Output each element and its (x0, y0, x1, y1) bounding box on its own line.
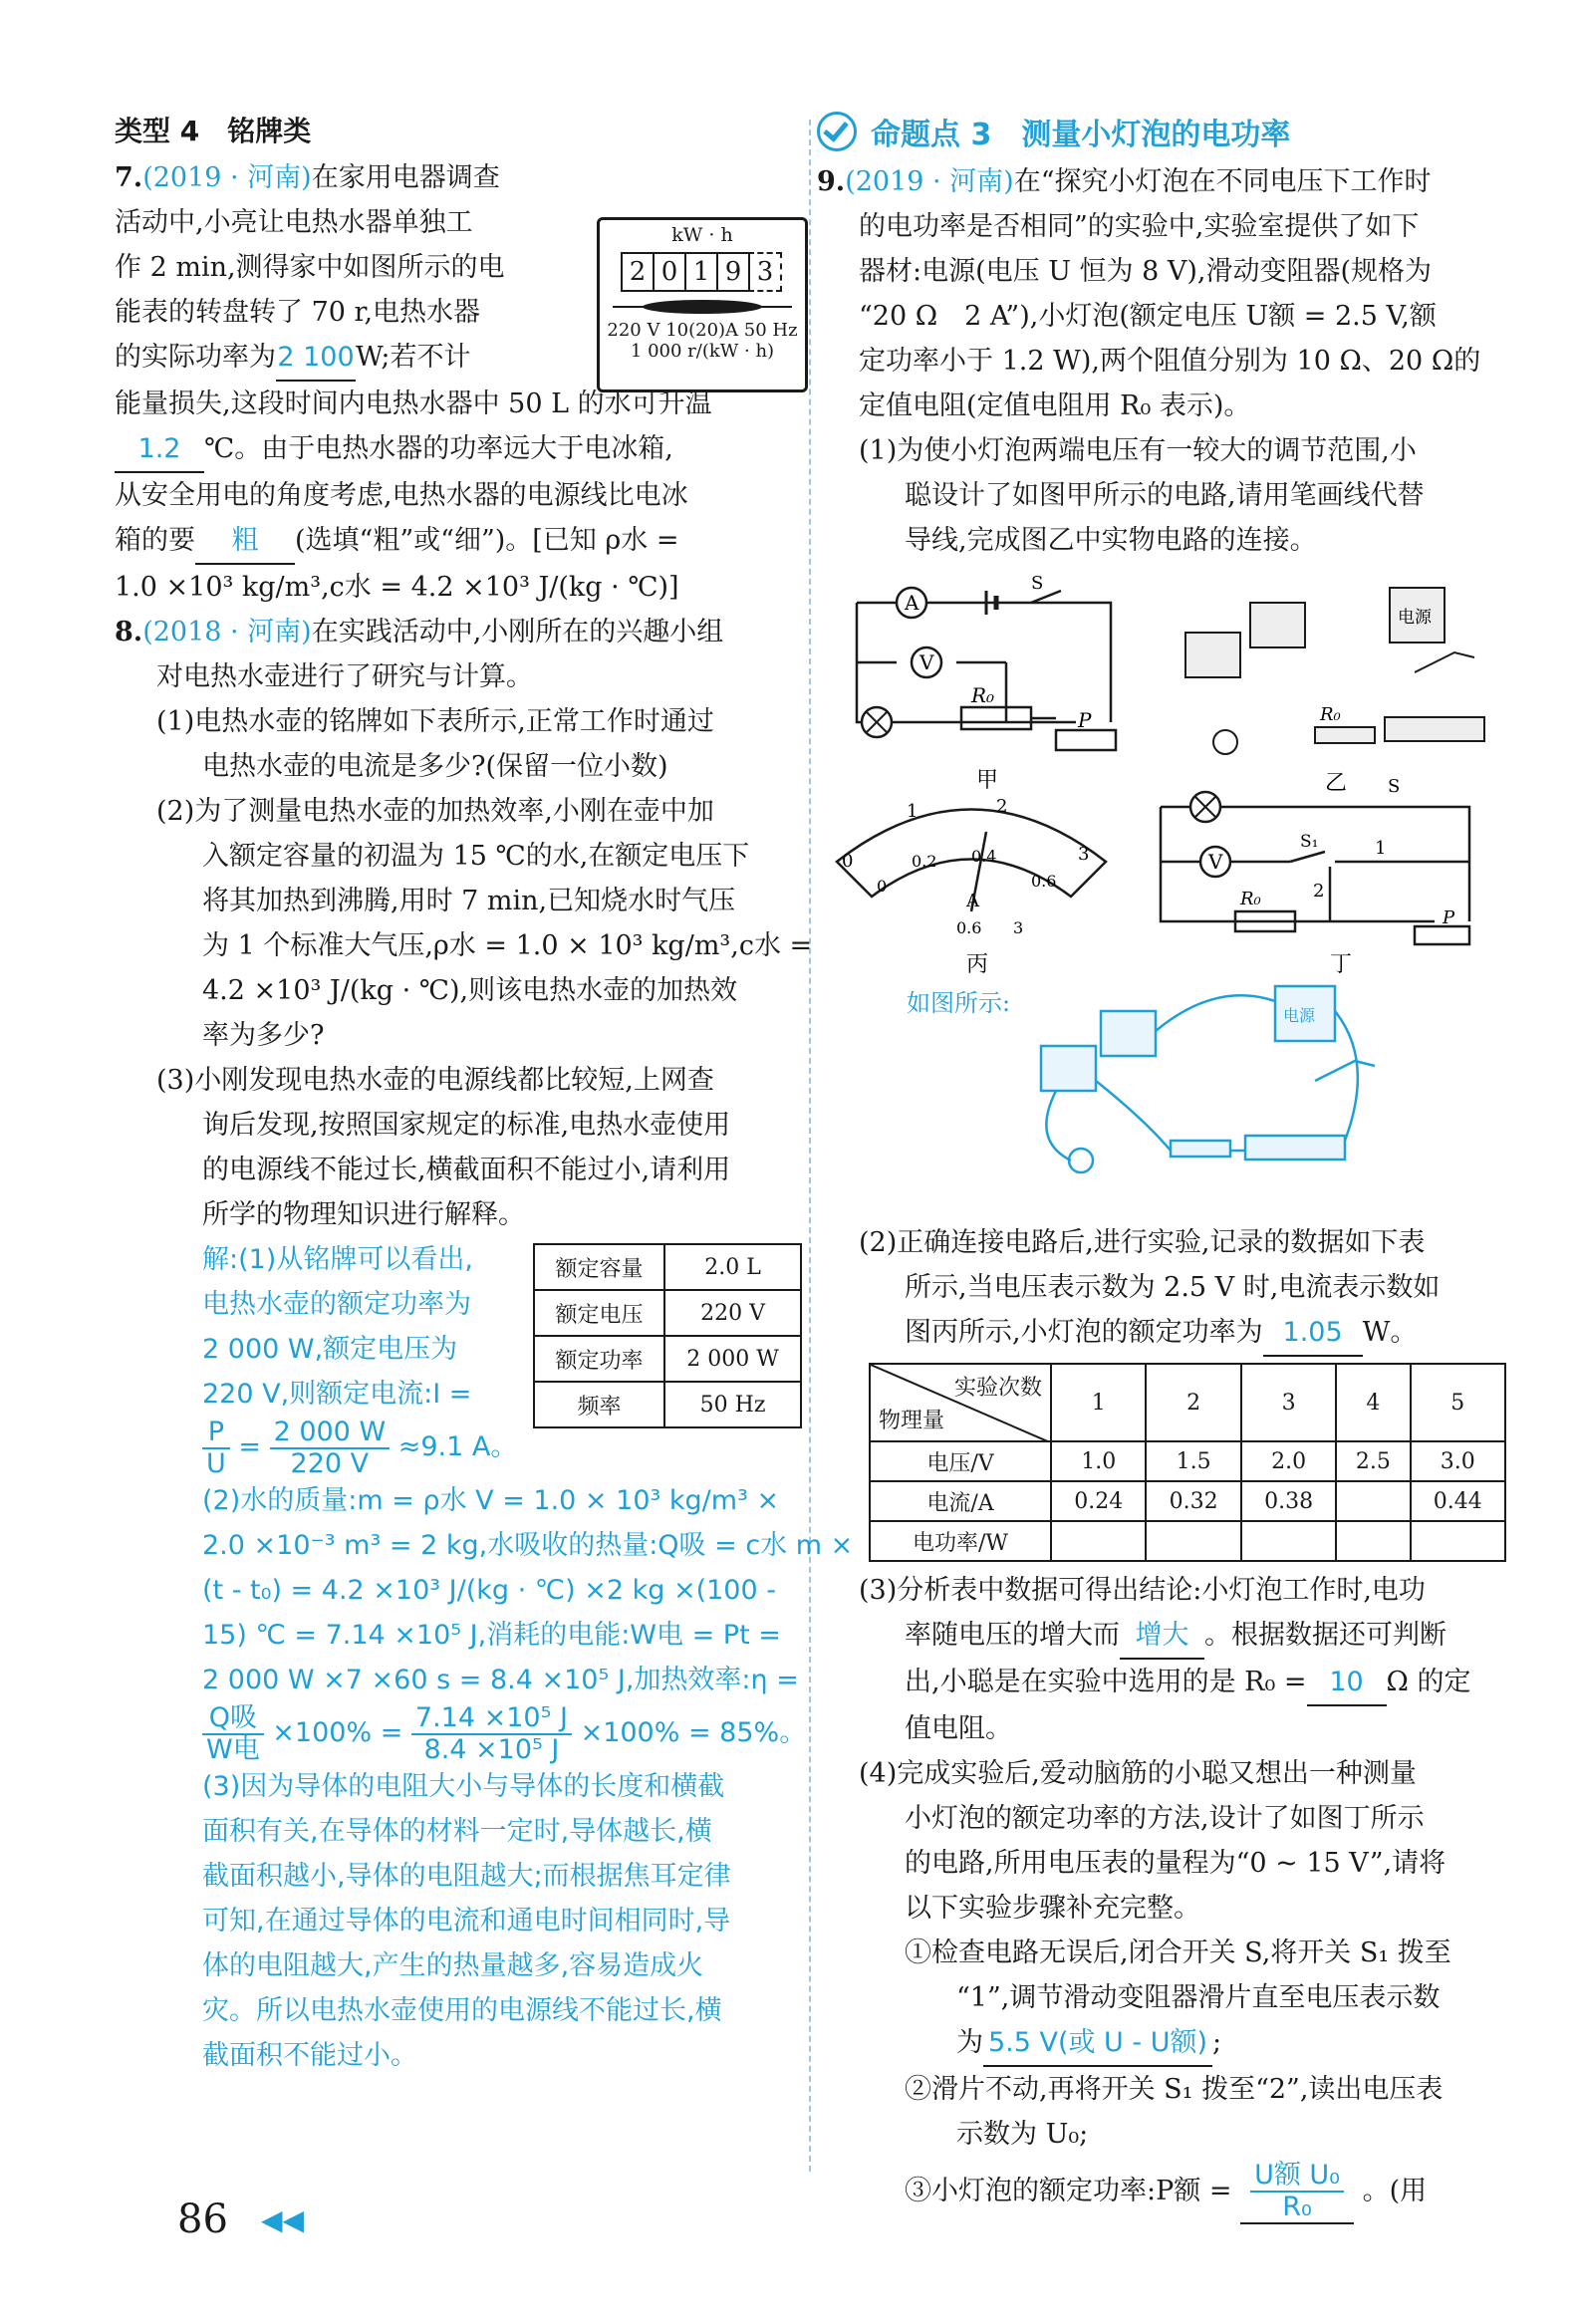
nameplate-label: 额定容量 (534, 1244, 664, 1290)
meter-digit: 1 (684, 252, 718, 292)
col-header: 5 (1411, 1364, 1505, 1441)
q9-intro-line: 的电功率是否相同”的实验中,实验室提供了如下 (859, 211, 1420, 242)
ding-resistor-label: R₀ (1240, 889, 1261, 909)
q9-answer-increase: 增大 (1120, 1613, 1204, 1660)
table-cell: 1.5 (1146, 1441, 1240, 1481)
meter-digit: 0 (653, 252, 686, 292)
table-corner (870, 1364, 1051, 1441)
meter-digit: 2 (621, 252, 655, 292)
q8-solution3-line: 可知,在通过导体的电流和通电时间相同时,导 (202, 1906, 731, 1937)
meter-spec1: 220 V 10(20)A 50 Hz (607, 320, 798, 341)
q8-line1: 在实践活动中,小刚所在的兴趣小组 (311, 617, 724, 647)
row-label: 电流/A (870, 1481, 1051, 1521)
q8-solution2-line: (2)水的质量:m = ρ水 V = 1.0 × 10³ kg/m³ × (202, 1485, 780, 1516)
q9-p2-line: (2)正确连接电路后,进行实验,记录的数据如下表 (859, 1227, 1426, 1258)
dial-scale-top: 3 (1078, 844, 1090, 865)
table-cell: 0.38 (1241, 1481, 1336, 1521)
dial-scale-top: 1 (907, 801, 919, 822)
q8-solution2-line: (t - t₀) = 4.2 ×10³ J/(kg · ℃) ×2 kg ×(100 - (202, 1575, 776, 1606)
q8-solution1-tail: ≈9.1 A。 (397, 1431, 518, 1462)
nameplate-value: 2 000 W (664, 1336, 801, 1382)
q8-solution3-line: 体的电阻越大,产生的热量越多,容易造成火 (202, 1950, 704, 1981)
table-cell: 2.0 (1241, 1441, 1336, 1481)
q9-intro-line: 定值电阻(定值电阻用 R₀ 表示)。 (859, 390, 1251, 421)
q8-p3-line: 询后发现,按照国家规定的标准,电热水壶使用 (202, 1110, 731, 1141)
dial-terminal: 3 (1013, 918, 1024, 937)
q9-p1-line: 导线,完成图乙中实物电路的连接。 (905, 525, 1317, 556)
q9-p3-line3-post: Ω 的定 (1386, 1667, 1471, 1697)
q7-number: 7. (115, 162, 143, 193)
col-header: 3 (1241, 1364, 1336, 1441)
q7-source: (2019 · 河南) (142, 162, 312, 193)
q7-line6: 能量损失,这段时间内电热水器中 50 L 的水可升温 (115, 388, 712, 419)
q7-line7-post: ℃。由于电热水器的功率远大于电冰箱, (204, 433, 673, 464)
q9-number: 9. (817, 166, 846, 197)
q9-p3-line1: (3)分析表中数据可得出结论:小灯泡工作时,电功 (859, 1575, 1426, 1606)
table-cell: 0.44 (1411, 1481, 1505, 1521)
meter-unit: kW · h (671, 224, 733, 246)
table-cell: 1.0 (1051, 1441, 1146, 1481)
q8-solution2-line: 15) ℃ = 7.14 ×10⁵ J,消耗的电能:W电 = Pt = (202, 1620, 781, 1651)
q7-line5-pre: 的实际功率为 (115, 342, 276, 373)
table-row (870, 1481, 1505, 1521)
q9-step1-line: “1”,调节滑动变阻器滑片直至电压表示数 (956, 1982, 1441, 2013)
dial-scale-bottom: 0.2 (912, 852, 937, 871)
ding-switch-s1-label: S₁ (1300, 832, 1319, 852)
q9-intro-line: “20 Ω 2 A”),小灯泡(额定电压 U额 = 2.5 V,额 (859, 301, 1437, 332)
q9-p1-line: 聪设计了如图甲所示的电路,请用笔画线代替 (905, 480, 1425, 511)
q7-line2: 活动中,小亮让电热水器单独工 (115, 207, 473, 238)
q8-frac-qw: $\frac{\text{Q吸}}{\text{W电}}$ (202, 1703, 264, 1765)
dial-scale-bottom: 0.6 (1031, 872, 1057, 891)
figure-ding-caption: 丁 (1330, 952, 1353, 977)
q8-solution1-line: 电热水壶的额定功率为 (202, 1289, 471, 1320)
corner-top-label: 实验次数 (953, 1376, 1042, 1401)
q9-step1-line: ①检查电路无误后,闭合开关 S,将开关 S₁ 拨至 (905, 1937, 1451, 1968)
q7-line9-pre: 箱的要 (115, 525, 195, 556)
q9-answer-step1: 5.5 V(或 U - U额) (983, 2020, 1212, 2067)
q7-answer-temp: 1.2 (115, 426, 204, 473)
q8-solution2-line: 2.0 ×10⁻³ m³ = 2 kg,水吸收的热量:Q吸 = c水 m × (202, 1530, 854, 1561)
energy-meter-figure (597, 217, 808, 392)
q9-p3-line2-post: 。根据数据还可判断 (1204, 1620, 1446, 1651)
q7-answer-thick: 粗 (195, 518, 295, 565)
power-source-label: 电源 (1398, 608, 1432, 628)
q7-answer-power: 2 100 (276, 335, 356, 382)
row-label: 电功率/W (870, 1521, 1051, 1561)
table-cell: 0.24 (1051, 1481, 1146, 1521)
figure-yi-apparatus (1185, 588, 1484, 754)
table-cell (1051, 1521, 1146, 1561)
col-header: 2 (1146, 1364, 1240, 1441)
nameplate-value: 2.0 L (664, 1244, 801, 1290)
ding-voltmeter-label: V (1208, 850, 1223, 874)
table-cell (1336, 1481, 1410, 1521)
table-cell: 2.5 (1336, 1441, 1410, 1481)
page-number: 86 (177, 2196, 228, 2242)
q9-answer-resistance: 10 (1307, 1660, 1387, 1706)
ding-switch-s-label: S (1388, 776, 1401, 797)
meter-spec2: 1 000 r/(kW · h) (630, 341, 775, 362)
q9-p4-line: 的电路,所用电压表的量程为“0 ~ 15 V”,请将 (905, 1848, 1446, 1879)
q9-source: (2019 · 河南) (845, 166, 1014, 197)
nameplate-table (533, 1243, 802, 1428)
meter-digit: 9 (716, 252, 750, 292)
figure-bing-caption: 丙 (966, 952, 989, 977)
dial-scale-top: 0 (842, 851, 854, 872)
answer-wired-apparatus (1041, 986, 1375, 1172)
q9-intro-line: 器材:电源(电压 U 恒为 8 V),滑动变阻器(规格为 (859, 256, 1433, 287)
figure-ding-circuit (1161, 807, 1469, 944)
q8-p3-line: (3)小刚发现电热水壶的电源线都比较短,上网查 (156, 1065, 714, 1096)
q7-line10: 1.0 ×10³ kg/m³,c水 = 4.2 ×10³ J/(kg · ℃)] (115, 572, 679, 603)
q8-p3-line: 所学的物理知识进行解释。 (202, 1199, 525, 1230)
q8-solution3-line: 面积有关,在导体的材料一定时,导体越长,横 (202, 1816, 712, 1847)
q8-p2-line: 率为多少? (202, 1020, 325, 1051)
slider-label: P (1078, 708, 1092, 732)
q8-solution3-line: (3)因为导体的电阻大小与导体的长度和横截 (202, 1771, 725, 1802)
q8-p1-line: (1)电热水壶的铭牌如下表所示,正常工作时通过 (156, 706, 714, 737)
q9-intro-line: 定功率小于 1.2 W),两个阻值分别为 10 Ω、20 Ω的 (859, 346, 1481, 377)
col-header: 4 (1336, 1364, 1410, 1441)
table-cell (1411, 1521, 1505, 1561)
nameplate-label: 额定功率 (534, 1336, 664, 1382)
q8-solution2-mid: ×100% = (272, 1717, 403, 1748)
q9-step2-line: 示数为 U₀; (956, 2119, 1089, 2150)
ding-slider-label: P (1443, 907, 1455, 928)
q8-line2: 对电热水壶进行了研究与计算。 (156, 661, 533, 692)
q7-line3: 作 2 min,测得家中如图所示的电 (115, 252, 505, 283)
corner-bottom-label: 物理量 (879, 1409, 945, 1433)
switch-label-s: S (1031, 573, 1044, 594)
check-circle-icon (817, 112, 857, 151)
data-table (869, 1363, 1506, 1562)
back-arrows-icon: ◀◀ (261, 2203, 305, 2236)
ding-contact-2: 2 (1313, 881, 1325, 902)
q9-answer-power: 1.05 (1263, 1310, 1363, 1357)
q8-solution2-tail: ×100% = 85%。 (580, 1717, 807, 1748)
q8-solution1-line: 解:(1)从铭牌可以看出, (202, 1244, 473, 1275)
figure-yi-caption: 乙 (1325, 771, 1348, 796)
q9-p1-line: (1)为使小灯泡两端电压有一较大的调节范围,小 (859, 435, 1417, 466)
meter-disc-icon (603, 296, 802, 318)
q8-frac-energy: $\frac{\text{7.14 ×10⁵ J}}{\text{8.4 ×10⁵ J}}$ (411, 1703, 572, 1765)
q7-line1: 在家用电器调查 (311, 162, 500, 193)
q8-frac-pu: $\frac{P}{U}$ (202, 1418, 230, 1479)
left-column (115, 110, 854, 2078)
ammeter-label: A (905, 591, 920, 615)
q7-line8: 从安全用电的角度考虑,电热水器的电源线比电冰 (115, 480, 688, 511)
nameplate-value: 50 Hz (664, 1382, 801, 1427)
q8-solution1-line: 220 V,则额定电流:I = (202, 1379, 472, 1410)
dial-scale-bottom: 0.4 (971, 847, 997, 866)
topic-heading (817, 110, 1494, 153)
table-cell (1336, 1521, 1410, 1561)
q9-step3-pre: ③小灯泡的额定功率:P额 = (905, 2176, 1232, 2206)
q9-p4-line: 小灯泡的额定功率的方法,设计了如图丁所示 (905, 1803, 1425, 1834)
q8-p2-line: 将其加热到沸腾,用时 7 min,已知烧水时气压 (202, 886, 736, 916)
q8-solution1-line: 2 000 W,额定电压为 (202, 1334, 458, 1365)
q9-answer-step3: $\frac{\text{U额 U₀}}{\text{R₀}}$ (1240, 2161, 1354, 2224)
yi-resistor-label: R₀ (1320, 704, 1341, 725)
figure-jia-caption: 甲 (976, 768, 999, 793)
q8-p1-line: 电热水壶的电流是多少?(保留一位小数) (202, 751, 668, 782)
q8-number: 8. (115, 617, 143, 647)
q7-line9-post: (选填“粗”或“细”)。[已知 ρ水 = (295, 525, 679, 556)
dial-unit-a: A (966, 891, 979, 911)
q8-p2-line: 为 1 个标准大气压,ρ水 = 1.0 × 10³ kg/m³,c水 = (202, 930, 813, 961)
right-column (817, 110, 1494, 2226)
dial-scale-bottom: 0 (877, 877, 888, 896)
q8-solution3-line: 截面积越小,导体的电阻越大;而根据焦耳定律 (202, 1861, 731, 1892)
q8-p2-line: (2)为了测量电热水壶的加热效率,小刚在壶中加 (156, 796, 714, 827)
q8-solution2-line: 2 000 W ×7 ×60 s = 8.4 ×10⁵ J,加热效率:η = (202, 1665, 799, 1695)
circuit-figures (817, 563, 1494, 1220)
nameplate-value: 220 V (664, 1290, 801, 1336)
q9-step2-line: ②滑片不动,再将开关 S₁ 拨至“2”,读出电压表 (905, 2074, 1444, 2105)
type-heading: 类型 4 铭牌类 (115, 115, 312, 147)
dial-terminal: 0.6 (956, 918, 982, 937)
q9-p2-last-post: W。 (1362, 1317, 1418, 1348)
voltmeter-label: V (920, 650, 934, 674)
table-cell (1146, 1521, 1240, 1561)
q8-solution3-line: 灾。所以电热水壶使用的电源线不能过长,横 (202, 1995, 722, 2026)
q9-p2-line: 所示,当电压表示数为 2.5 V 时,电流表示数如 (905, 1272, 1441, 1303)
topic-heading-text: 命题点 3 测量小灯泡的电功率 (871, 118, 1291, 152)
nameplate-label: 频率 (534, 1382, 664, 1427)
q8-frac-values: $\frac{2 000 W}{220 V}$ (270, 1418, 391, 1479)
q9-step1-post: ; (1212, 2027, 1222, 2058)
answer-figure-label: 如图所示: (907, 989, 1011, 1017)
q8-solution3-line: 截面积不能过小。 (202, 2040, 417, 2071)
resistor-label: R₀ (971, 683, 995, 707)
q9-p4-line: (4)完成实验后,爱动脑筋的小聪又想出一种测量 (859, 1758, 1417, 1789)
table-cell: 0.32 (1146, 1481, 1240, 1521)
q9-p2-last-pre: 图丙所示,小灯泡的额定功率为 (905, 1317, 1263, 1348)
q9-p4-line: 以下实验步骤补充完整。 (905, 1893, 1200, 1924)
col-header: 1 (1051, 1364, 1146, 1441)
nameplate-label: 额定电压 (534, 1290, 664, 1336)
table-row (870, 1441, 1505, 1481)
q8-source: (2018 · 河南) (142, 617, 312, 647)
ding-contact-1: 1 (1375, 838, 1387, 859)
q7-line4: 能表的转盘转了 70 r,电热水器 (115, 297, 481, 328)
table-cell: 3.0 (1411, 1441, 1505, 1481)
q9-p3-line3-pre: 出,小聪是在实验中选用的是 R₀ = (905, 1667, 1307, 1697)
q8-p2-line: 入额定容量的初温为 15 ℃的水,在额定电压下 (202, 841, 750, 872)
question-7 (115, 155, 807, 610)
meter-digits (600, 252, 805, 292)
meter-digit: 3 (748, 252, 782, 292)
q8-p2-line: 4.2 ×10³ J/(kg · ℃),则该电热水壶的加热效 (202, 975, 738, 1006)
question-8: 8.(2018 · 河南)在实践活动中,小刚所在的兴趣小组 对电热水壶进行了研究与计算。 (1)电热水壶的铭牌如下表所示,正常工作时通过 电热水壶的电流是多少?(保留一位小数) (2)为了测量电热水壶的加热效率,小刚在壶中加 入额定容量的初温为 15 ℃的水,在额定电压下 将其加热到沸腾,用时 7 min,已知烧水时气压 为 1 个标准大气压,ρ水 = 1.0 × 10³ kg/m³,c水 = 4.2 ×10³ J/(kg · ℃),则该电热水壶的加热效 率为多少? (3)小刚发现电热水壶的电源线都比较短,上网查 询后发现,按照国家规定的标准,电热水壶使用 的电源线不能过长,横截面积不能过小,请利用 所学的物理知识进行解释。 解:(1)从铭牌可以看出, 电热水壶的额定功率为 2 000 W,额定电压为 220 V,则额定电流:I = $\frac{P}{U}$ = $\frac{2 000 W}{220 V}$ ≈9.1 A。 (2)水的质量:m = ρ水 V = 1.0 × 10³ kg/m³ × 2.0 ×10⁻³ m³ = 2 kg,水吸收的热量:Q吸 = c水 m × (t - t₀) = 4.2 ×10³ J/(kg · ℃) ×2 kg ×(100 - 15) ℃ = 7.14 ×10⁵ J,消耗的电能:W电 = Pt = 2 000 W ×7 ×60 s = 8.4 ×10⁵ J,加热效率:η = $\frac{\text{Q吸}}{\text{W电}}$ ×100% = $\frac{\text{7.14 ×10⁵ J}}{\text{8.4 ×10⁵ J}}$ ×100% = 85%。 (3)因为导体的电阻大小与导体的长度和横截 面积有关,在导体的材料一定时,导体越长,横 截面积越小,导体的电阻越大;而根据焦耳定律 可知,在通过导体的电流和通电时间相同时,导 体的电阻越大,产生的热量越多,容易造成火 灾。所以电热水壶使用的电源线不能过长,横 截面积不能过小。 额定容量 2.0 L 额定电压 220 V 额定功率 2 000 W 频率 50 Hz (115, 610, 807, 2078)
q9-p3-line4: 值电阻。 (905, 1713, 1012, 1744)
column-divider (809, 120, 811, 2172)
q9-p3-line2-pre: 率随电压的增大而 (905, 1620, 1120, 1651)
figure-jia-circuit (857, 603, 1116, 750)
answer-source-label: 电源 (1283, 1006, 1316, 1025)
row-label: 电压/V (870, 1441, 1051, 1481)
q7-line5-post: W;若不计 (356, 342, 471, 373)
q8-p3-line: 的电源线不能过长,横截面积不能过小,请利用 (202, 1155, 731, 1185)
dial-scale-top: 2 (996, 796, 1008, 817)
q9-intro-line: 在“探究小灯泡在不同电压下工作时 (1013, 166, 1432, 197)
q9-step1-pre: 为 (956, 2027, 983, 2058)
table-cell (1241, 1521, 1336, 1561)
table-row (870, 1521, 1505, 1561)
q9-step3-post: 。(用 (1362, 2176, 1428, 2206)
